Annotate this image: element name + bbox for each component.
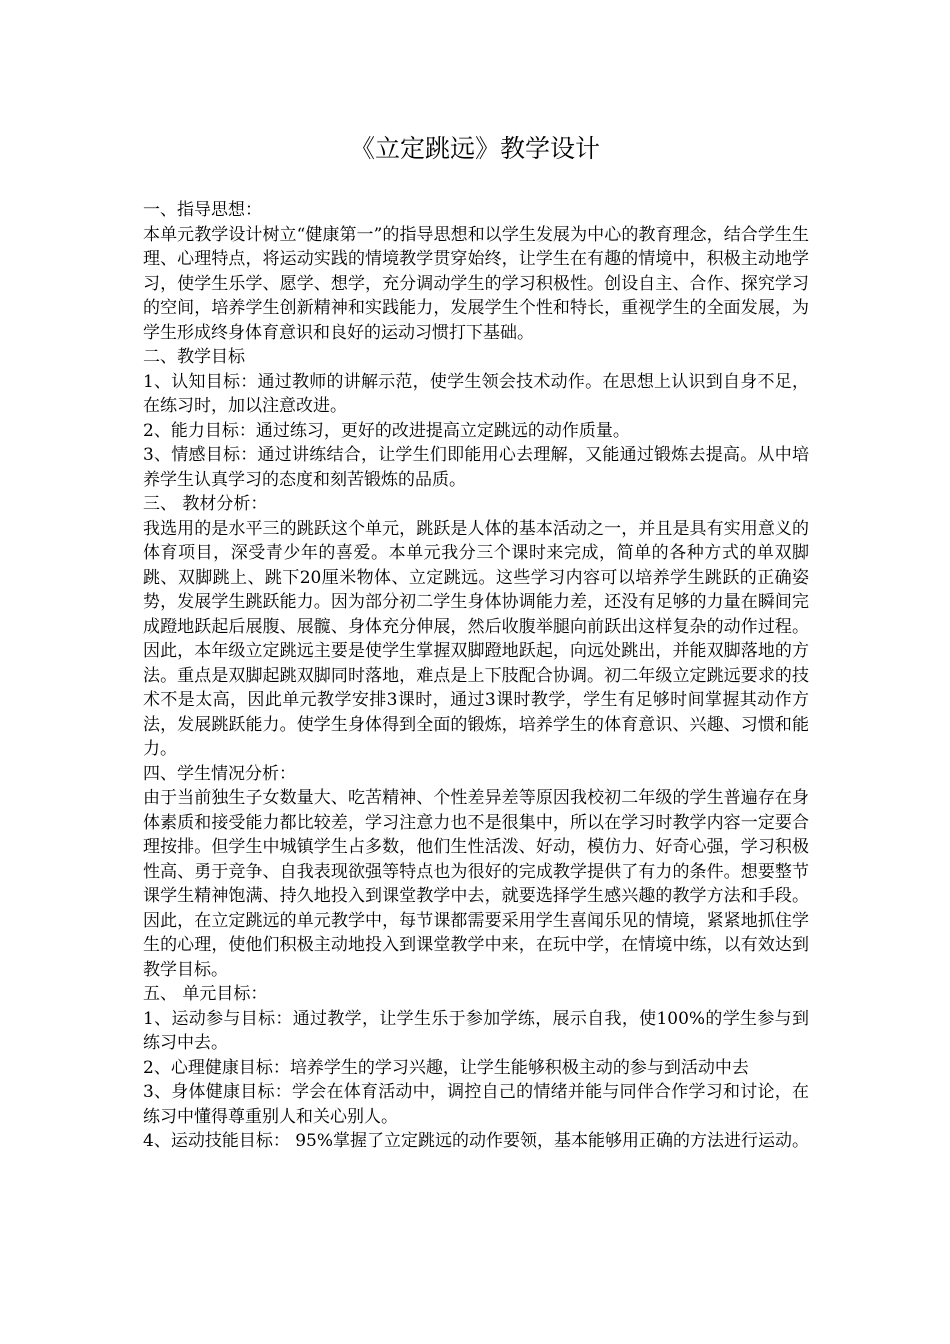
objective-emotional: 3、情感目标：通过讲练结合，让学生们即能用心去理解，又能通过锻炼去提高。从中培养学生认真学习的态度和刻苦锻炼的品质。 [143, 445, 809, 490]
paragraph-student-analysis: 由于当前独生子女数量大、吃苦精神、个性差异差等原因我校初二年级的学生普遍存在身体素质和接受能力都比较差，学习注意力也不是很集中，所以在学习时教学内容一定要合理按排。但学生中城镇学生占多数，他们生性活泼、好动，模仿力、好奇心强，学习积极性高、勇于竞争、自我表现欲强等特点也为很好的完成教学提供了有力的条件。想要整节课学生精神饱满、持久地投入到课堂教学中去，就要选择学生感兴趣的教学方法和手段。因此，在立定跳远的单元教学中，每节课都需要采用学生喜闻乐见的情境，紧紧地抓住学生的心理，使他们积极主动地投入到课堂教学中来，在玩中学，在情境中练，以有效达到教学目标。 [143, 788, 809, 980]
paragraph-material-analysis: 我选用的是水平三的跳跃这个单元，跳跃是人体的基本活动之一，并且是具有实用意义的体育项目，深受青少年的喜爱。本单元我分三个课时来完成，简单的各种方式的单双脚跳、双脚跳上、跳下20厘米物体、立定跳远。这些学习内容可以培养学生跳跃的正确姿势，发展学生跳跃能力。因为部分初二学生身体协调能力差，还没有足够的力量在瞬间完成蹬地跃起后展腹、展髋、身体充分伸展，然后收腹举腿向前跃出这样复杂的动作过程。因此，本年级立定跳远主要是使学生掌握双脚蹬地跃起，向远处跳出，并能双脚落地的方法。重点是双脚起跳双脚同时落地，难点是上下肢配合协调。初二年级立定跳远要求的技术不是太高，因此单元教学安排3课时，通过3课时教学，学生有足够时间掌握其动作方法，发展跳跃能力。使学生身体得到全面的锻炼，培养学生的体育意识、兴趣、习惯和能力。 [143, 518, 809, 759]
unit-objective-physical-health: 3、身体健康目标：学会在体育活动中，调控自己的情绪并能与同伴合作学习和讨论，在练习中懂得尊重别人和关心别人。 [143, 1082, 809, 1127]
document-title: 《立定跳远》教学设计 [349, 134, 600, 163]
unit-objective-mental-health: 2、心理健康目标：培养学生的学习兴趣，让学生能够积极主动的参与到活动中去 [143, 1057, 749, 1078]
paragraph-guiding-ideology: 本单元教学设计树立“健康第一”的指导思想和以学生发展为中心的教育理念，结合学生生理、心理特点，将运动实践的情境教学贯穿始终，让学生在有趣的情境中，积极主动地学习，使学生乐学、愿学、想学，充分调动学生的学习积极性。创设自主、合作、探究学习的空间，培养学生创新精神和实践能力，发展学生个性和特长，重视学生的全面发展，为学生形成终身体育意识和良好的运动习惯打下基础。 [143, 224, 809, 343]
objective-cognitive: 1、认知目标：通过教师的讲解示范，使学生领会技术动作。在思想上认识到自身不足，在练习时，加以注意改进。 [143, 371, 809, 416]
unit-objective-motor-skill: 4、运动技能目标： 95%掌握了立定跳远的动作要领，基本能够用正确的方法进行运动。 [143, 1131, 810, 1151]
heading-material-analysis: 三、 教材分析： [143, 494, 268, 514]
heading-unit-objectives: 五、 单元目标： [143, 984, 268, 1004]
heading-guiding-ideology: 一、指导思想： [143, 200, 262, 220]
unit-objective-participation: 1、运动参与目标：通过教学，让学生乐于参加学练，展示自我，使100%的学生参与到练习中去。 [143, 1008, 809, 1053]
document-body [143, 198, 809, 1154]
heading-teaching-objectives: 二、教学目标 [143, 347, 245, 367]
objective-ability: 2、能力目标：通过练习，更好的改进提高立定跳远的动作质量。 [143, 420, 630, 441]
heading-student-analysis: 四、学生情况分析： [143, 763, 296, 784]
